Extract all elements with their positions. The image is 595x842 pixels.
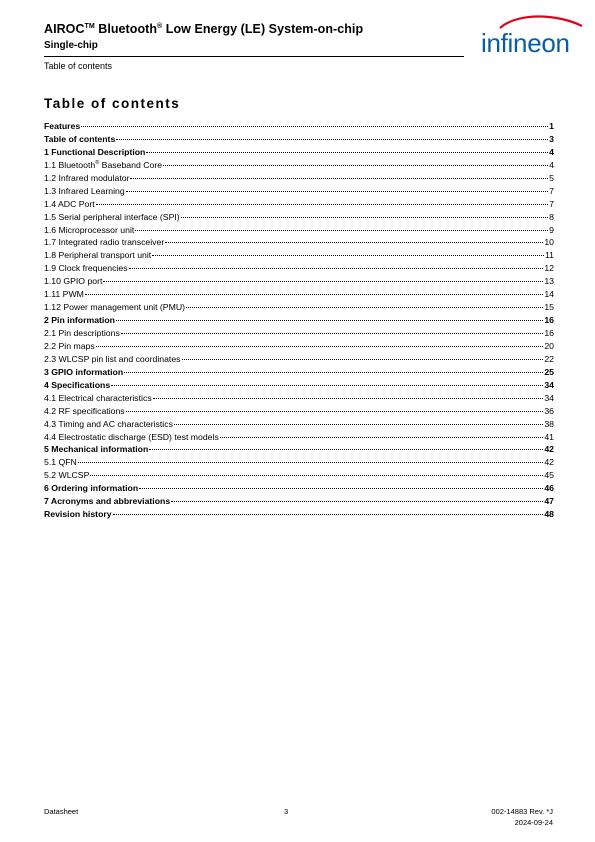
toc-entry-page: 1 xyxy=(549,121,554,131)
toc-entry-page: 22 xyxy=(544,353,554,364)
dot-leader xyxy=(186,307,543,308)
toc-heading: Table of contents xyxy=(44,96,181,111)
toc-entry-label xyxy=(44,431,219,444)
toc-entry-label xyxy=(44,314,115,327)
toc-entry[interactable] xyxy=(44,236,554,249)
toc-entry-label xyxy=(44,288,84,301)
toc-entry-page: 16 xyxy=(544,328,554,338)
toc-entry[interactable] xyxy=(44,301,554,314)
toc-entry-page: 34 xyxy=(544,379,554,390)
toc-entry[interactable] xyxy=(44,418,554,431)
toc-entry[interactable] xyxy=(44,327,554,340)
toc-entry-label-text: 1 Functional Description xyxy=(44,146,146,157)
toc-entry-label-text: 1.1 Bluetooth xyxy=(44,159,96,170)
toc-entry-label-text: 7 Acronyms and abbreviations xyxy=(44,496,171,507)
toc-entry-label xyxy=(44,211,180,224)
toc-entry[interactable] xyxy=(44,340,554,353)
dot-leader xyxy=(81,126,548,127)
toc-entry-label-text: 1.4 ADC Port xyxy=(44,198,95,209)
toc-entry[interactable] xyxy=(44,262,554,275)
toc-entry-page: 3 xyxy=(549,133,554,144)
toc-entry-page: 36 xyxy=(544,405,554,416)
toc-entry-page: 25 xyxy=(544,366,554,377)
toc-entry-label xyxy=(44,456,77,469)
toc-entry[interactable] xyxy=(44,288,554,301)
toc-entry-label-text: 2.3 WLCSP pin list and coordinates xyxy=(44,353,181,364)
toc-entry-label xyxy=(44,275,102,288)
toc-entry-label-text: 1.5 Serial peripheral interface (SPI) xyxy=(44,211,180,222)
toc-entry-page: 46 xyxy=(544,483,554,494)
toc-entry-page: 11 xyxy=(544,250,554,261)
toc-entry-page: 12 xyxy=(544,263,554,274)
trademark-mark: TM xyxy=(84,22,95,30)
toc-entry[interactable] xyxy=(44,508,554,521)
dot-leader xyxy=(103,281,543,282)
document-title xyxy=(44,22,363,36)
toc-entry-label xyxy=(44,379,110,392)
header-divider xyxy=(44,56,464,57)
toc-entry-label xyxy=(44,340,95,353)
toc-entry[interactable] xyxy=(44,431,554,444)
document-subtitle: Single-chip xyxy=(44,40,98,51)
toc-entry-label xyxy=(44,392,152,405)
toc-entry-page: 16 xyxy=(544,315,554,326)
footer-doc-number: 002-14883 Rev. *J xyxy=(491,807,553,816)
footer-doc-type: Datasheet xyxy=(44,807,79,816)
toc-entry-label xyxy=(44,366,123,379)
toc-list xyxy=(44,120,554,521)
toc-entry[interactable] xyxy=(44,366,554,379)
toc-entry-label xyxy=(44,418,173,431)
toc-entry-label xyxy=(44,236,164,249)
toc-entry-page: 45 xyxy=(544,470,554,481)
dot-leader xyxy=(149,449,543,450)
registered-mark: ® xyxy=(95,159,100,166)
dot-leader xyxy=(220,437,544,438)
toc-entry-label xyxy=(44,198,95,211)
dot-leader xyxy=(96,346,544,347)
toc-entry-label-text: 2.1 Pin descriptions xyxy=(44,328,120,338)
toc-entry[interactable] xyxy=(44,172,554,185)
toc-entry[interactable] xyxy=(44,146,554,159)
toc-entry-page: 42 xyxy=(544,457,554,468)
toc-entry-label-text: 1.8 Peripheral transport unit xyxy=(44,250,152,261)
toc-entry-page: 14 xyxy=(544,289,554,300)
logo-swoosh xyxy=(500,17,582,29)
toc-entry-label-text: 4.4 Electrostatic discharge (ESD) test models xyxy=(44,431,219,442)
dot-leader xyxy=(129,268,544,269)
toc-entry[interactable] xyxy=(44,198,554,211)
toc-entry-page: 34 xyxy=(544,392,554,403)
toc-entry[interactable] xyxy=(44,133,554,146)
dot-leader xyxy=(174,424,543,425)
toc-entry-label-text: Revision history xyxy=(44,509,112,520)
dot-leader xyxy=(126,191,548,192)
title-mid: Bluetooth xyxy=(94,22,158,36)
toc-entry-label xyxy=(44,185,125,198)
toc-entry[interactable] xyxy=(44,469,554,482)
toc-entry[interactable] xyxy=(44,249,554,262)
toc-entry-label-text: 1.7 Integrated radio transceiver xyxy=(44,237,165,248)
dot-leader xyxy=(124,372,543,373)
dot-leader xyxy=(181,217,548,218)
toc-entry-label xyxy=(44,146,145,159)
registered-mark: ® xyxy=(157,22,163,30)
toc-entry-label xyxy=(44,133,115,146)
toc-entry-label-text: 1.2 Infrared modulator xyxy=(44,172,130,183)
toc-entry-label-text: Features xyxy=(44,121,81,131)
toc-entry-label-text: 5.1 QFN xyxy=(44,457,77,468)
logo-wordmark: infineon xyxy=(481,28,570,58)
dot-leader xyxy=(85,294,543,295)
footer-page-number: 3 xyxy=(284,807,289,816)
toc-entry-page: 5 xyxy=(549,172,554,183)
dot-leader xyxy=(78,462,543,463)
toc-entry-page: 48 xyxy=(544,509,554,520)
toc-entry[interactable] xyxy=(44,120,554,133)
toc-entry[interactable] xyxy=(44,224,554,237)
toc-entry-label-text: 4 Specifications xyxy=(44,379,111,390)
toc-entry-label xyxy=(44,120,80,133)
toc-entry-label xyxy=(44,327,120,340)
dot-leader xyxy=(152,255,544,256)
toc-entry-label-text: 1.9 Clock frequencies xyxy=(44,263,128,274)
toc-entry-label-text: 1.12 Power management unit (PMU) xyxy=(44,302,185,313)
toc-entry-label-text: 2 Pin information xyxy=(44,315,115,326)
toc-entry-label xyxy=(44,172,129,185)
dot-leader xyxy=(121,333,544,334)
toc-entry-page: 4 xyxy=(549,159,554,170)
toc-entry-label xyxy=(44,405,125,418)
dot-leader xyxy=(116,139,548,140)
toc-entry-label xyxy=(44,482,138,495)
dot-leader xyxy=(182,359,544,360)
toc-entry[interactable] xyxy=(44,456,554,469)
toc-entry-label-text: 4.2 RF specifications xyxy=(44,405,125,416)
toc-entry-page: 41 xyxy=(544,431,554,442)
toc-entry-label-text: 6 Ordering information xyxy=(44,483,139,494)
dot-leader xyxy=(111,385,543,386)
toc-entry-page: 13 xyxy=(544,276,554,287)
toc-entry-label xyxy=(44,508,112,521)
toc-entry-page: 10 xyxy=(544,237,554,248)
toc-entry[interactable] xyxy=(44,495,554,508)
toc-entry-label-text: 1.10 GPIO port xyxy=(44,276,103,287)
toc-entry-page: 47 xyxy=(544,496,554,507)
toc-entry-label xyxy=(44,224,134,237)
dot-leader xyxy=(171,501,543,502)
toc-entry-page: 7 xyxy=(549,198,554,209)
toc-entry-label-text: 4.1 Electrical characteristics xyxy=(44,392,152,403)
footer-date: 2024-09-24 xyxy=(514,818,553,827)
header-section-label: Table of contents xyxy=(44,61,113,71)
toc-entry[interactable] xyxy=(44,379,554,392)
toc-entry-label xyxy=(44,469,89,482)
toc-entry[interactable] xyxy=(44,159,554,172)
toc-entry-label xyxy=(44,159,162,172)
toc-entry-label-text: 4.3 Timing and AC characteristics xyxy=(44,418,173,429)
toc-entry-label xyxy=(44,443,148,456)
title-suffix: Low Energy (LE) System-on-chip xyxy=(162,22,364,36)
infineon-logo xyxy=(478,14,586,64)
dot-leader xyxy=(139,488,543,489)
toc-entry-page: 42 xyxy=(544,444,554,455)
toc-entry-label-text: 5.2 WLCSP xyxy=(44,470,90,481)
toc-entry-page: 8 xyxy=(549,211,554,222)
toc-entry-label-text: Table of contents xyxy=(44,133,116,144)
dot-leader xyxy=(135,230,548,231)
toc-entry-label-text: 1.6 Microprocessor unit xyxy=(44,224,135,235)
toc-entry[interactable] xyxy=(44,314,554,327)
toc-entry-label xyxy=(44,249,151,262)
toc-entry[interactable] xyxy=(44,443,554,456)
toc-entry-label-text: 2.2 Pin maps xyxy=(44,340,95,351)
toc-entry-label-text: 3 GPIO information xyxy=(44,366,124,377)
toc-entry[interactable] xyxy=(44,392,554,405)
toc-entry-label xyxy=(44,353,181,366)
toc-entry-page: 15 xyxy=(544,302,554,313)
dot-leader xyxy=(126,411,544,412)
toc-entry-label-text: 1.11 PWM xyxy=(44,289,84,300)
dot-leader xyxy=(146,152,548,153)
dot-leader xyxy=(130,178,548,179)
toc-entry-label xyxy=(44,495,170,508)
toc-entry[interactable] xyxy=(44,405,554,418)
dot-leader xyxy=(113,514,544,515)
toc-entry-label-text: Baseband Core xyxy=(99,159,163,170)
toc-entry-label xyxy=(44,301,185,314)
dot-leader xyxy=(96,204,548,205)
toc-entry-label-text: 5 Mechanical information xyxy=(44,444,149,455)
toc-entry[interactable] xyxy=(44,185,554,198)
dot-leader xyxy=(165,242,543,243)
toc-entry-label-text: 1.3 Infrared Learning xyxy=(44,185,125,196)
dot-leader xyxy=(153,398,544,399)
toc-entry-page: 20 xyxy=(544,340,554,351)
toc-entry[interactable] xyxy=(44,353,554,366)
toc-entry[interactable] xyxy=(44,482,554,495)
title-prefix: AIROC xyxy=(44,22,85,36)
toc-entry-label xyxy=(44,262,128,275)
dot-leader xyxy=(163,165,548,166)
toc-entry-page: 9 xyxy=(549,224,554,235)
dot-leader xyxy=(90,475,543,476)
toc-entry-page: 38 xyxy=(544,418,554,429)
toc-entry[interactable] xyxy=(44,211,554,224)
dot-leader xyxy=(116,320,543,321)
toc-entry[interactable] xyxy=(44,275,554,288)
toc-entry-page: 4 xyxy=(549,146,554,157)
toc-entry-page: 7 xyxy=(549,185,554,196)
